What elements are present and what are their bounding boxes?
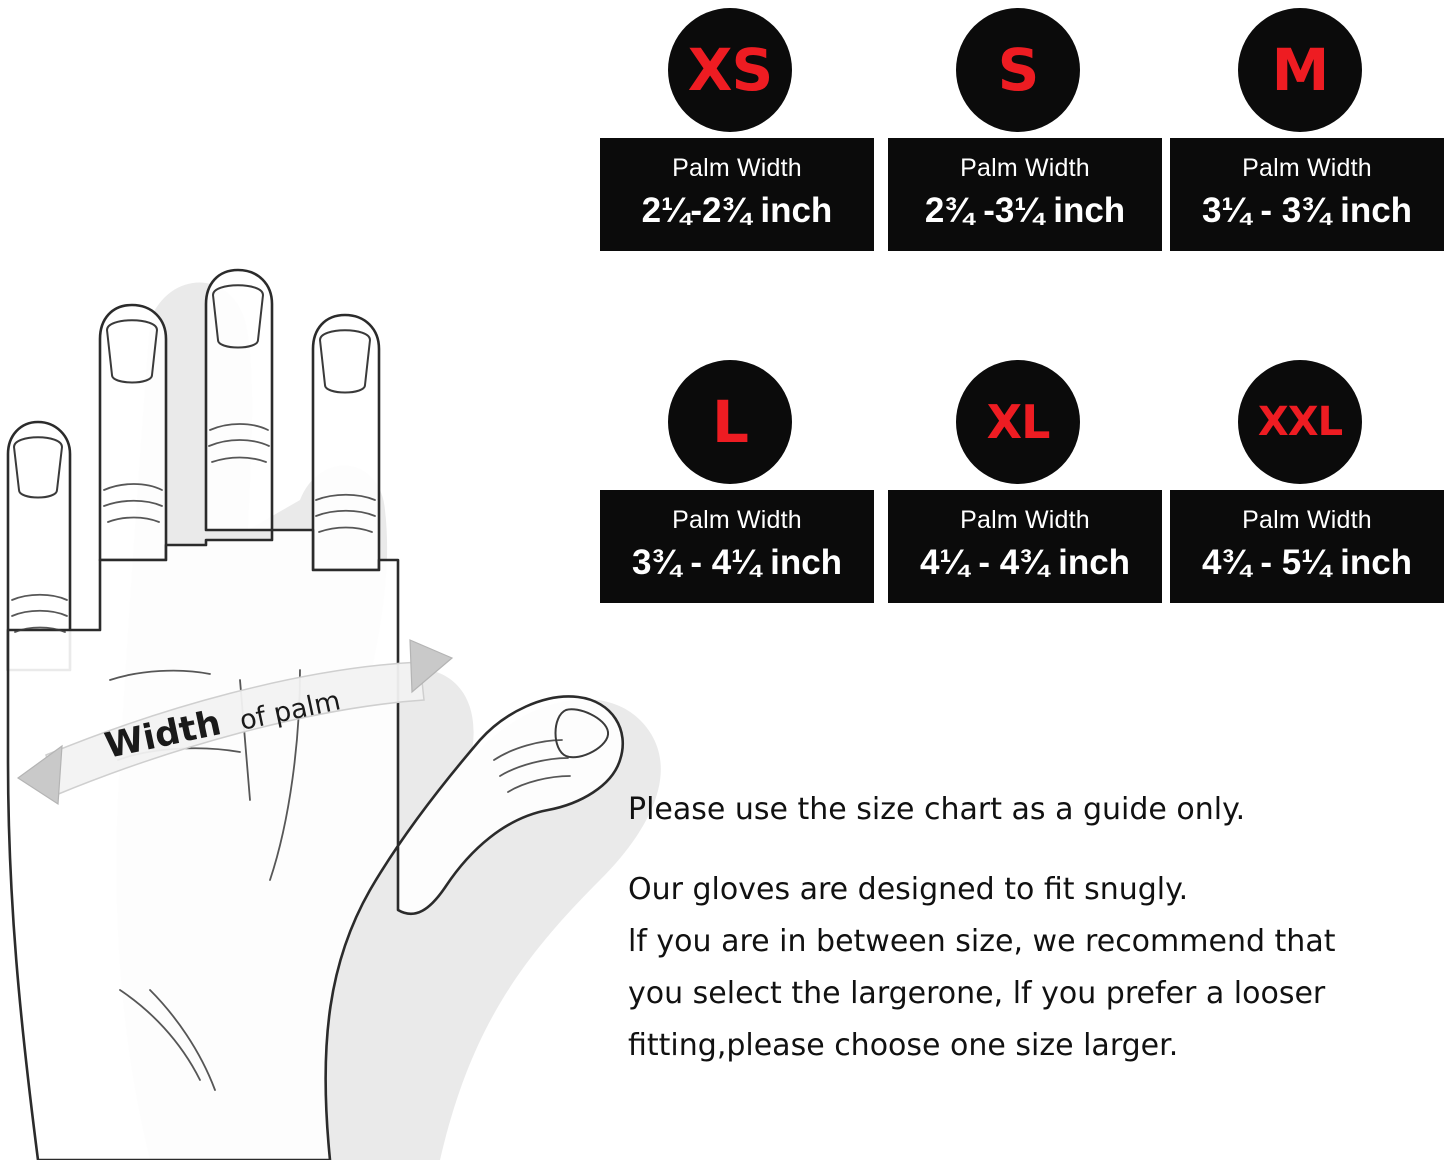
metric-value: 2¾ -3¼ inch xyxy=(924,191,1126,230)
note-line-3: lf you are in between size, we recommend that xyxy=(628,924,1336,959)
metric-value: 4¼ - 4¾ inch xyxy=(919,543,1131,582)
size-badge-m xyxy=(1238,8,1362,132)
metric-label: Palm Width xyxy=(960,506,1090,534)
size-card-xl xyxy=(888,360,1148,603)
note-line-5: fitting,please choose one size larger. xyxy=(628,1028,1179,1063)
size-card-body xyxy=(888,490,1162,603)
size-badge-xl xyxy=(956,360,1080,484)
size-badge-label: XS xyxy=(687,36,773,104)
size-card-s xyxy=(888,8,1148,251)
metric-label: Palm Width xyxy=(672,154,802,182)
note-line-2: Our gloves are designed to fit snugly. xyxy=(628,872,1189,907)
metric-value: 3¾ - 4¼ inch xyxy=(631,543,843,582)
size-badge-label: XL xyxy=(986,395,1050,449)
size-card-m xyxy=(1170,8,1430,251)
palm-width-label-strong: Width xyxy=(101,703,225,767)
note-line-1: Please use the size chart as a guide only. xyxy=(628,792,1246,827)
size-card-xs xyxy=(600,8,860,251)
palm-width-label-light: of palm xyxy=(237,685,344,737)
note-line-4: you select the largerone, lf you prefer a looser xyxy=(628,976,1326,1011)
guidance-notes xyxy=(628,792,1438,1083)
size-badge-xxl xyxy=(1238,360,1362,484)
size-chart-grid xyxy=(600,0,1445,670)
metric-label: Palm Width xyxy=(960,154,1090,182)
size-badge-l xyxy=(668,360,792,484)
hand-diagram xyxy=(0,200,700,1160)
metric-label: Palm Width xyxy=(672,506,802,534)
size-card-body xyxy=(600,490,874,603)
size-badge-label: S xyxy=(997,36,1039,104)
size-badge-xs xyxy=(668,8,792,132)
size-card-body xyxy=(888,138,1162,251)
size-card-l xyxy=(600,360,860,603)
metric-value: 3¼ - 3¾ inch xyxy=(1201,191,1413,230)
size-badge-s xyxy=(956,8,1080,132)
size-card-body xyxy=(1170,138,1444,251)
metric-value: 4¾ - 5¼ inch xyxy=(1201,543,1413,582)
metric-value: 2¼-2¾ inch xyxy=(641,191,833,230)
size-card-xxl xyxy=(1170,360,1430,603)
size-badge-label: L xyxy=(712,388,748,456)
size-badge-label: XXL xyxy=(1257,399,1343,445)
metric-label: Palm Width xyxy=(1242,506,1372,534)
size-card-body xyxy=(1170,490,1444,603)
size-card-body xyxy=(600,138,874,251)
metric-label: Palm Width xyxy=(1242,154,1372,182)
size-badge-label: M xyxy=(1271,36,1329,104)
